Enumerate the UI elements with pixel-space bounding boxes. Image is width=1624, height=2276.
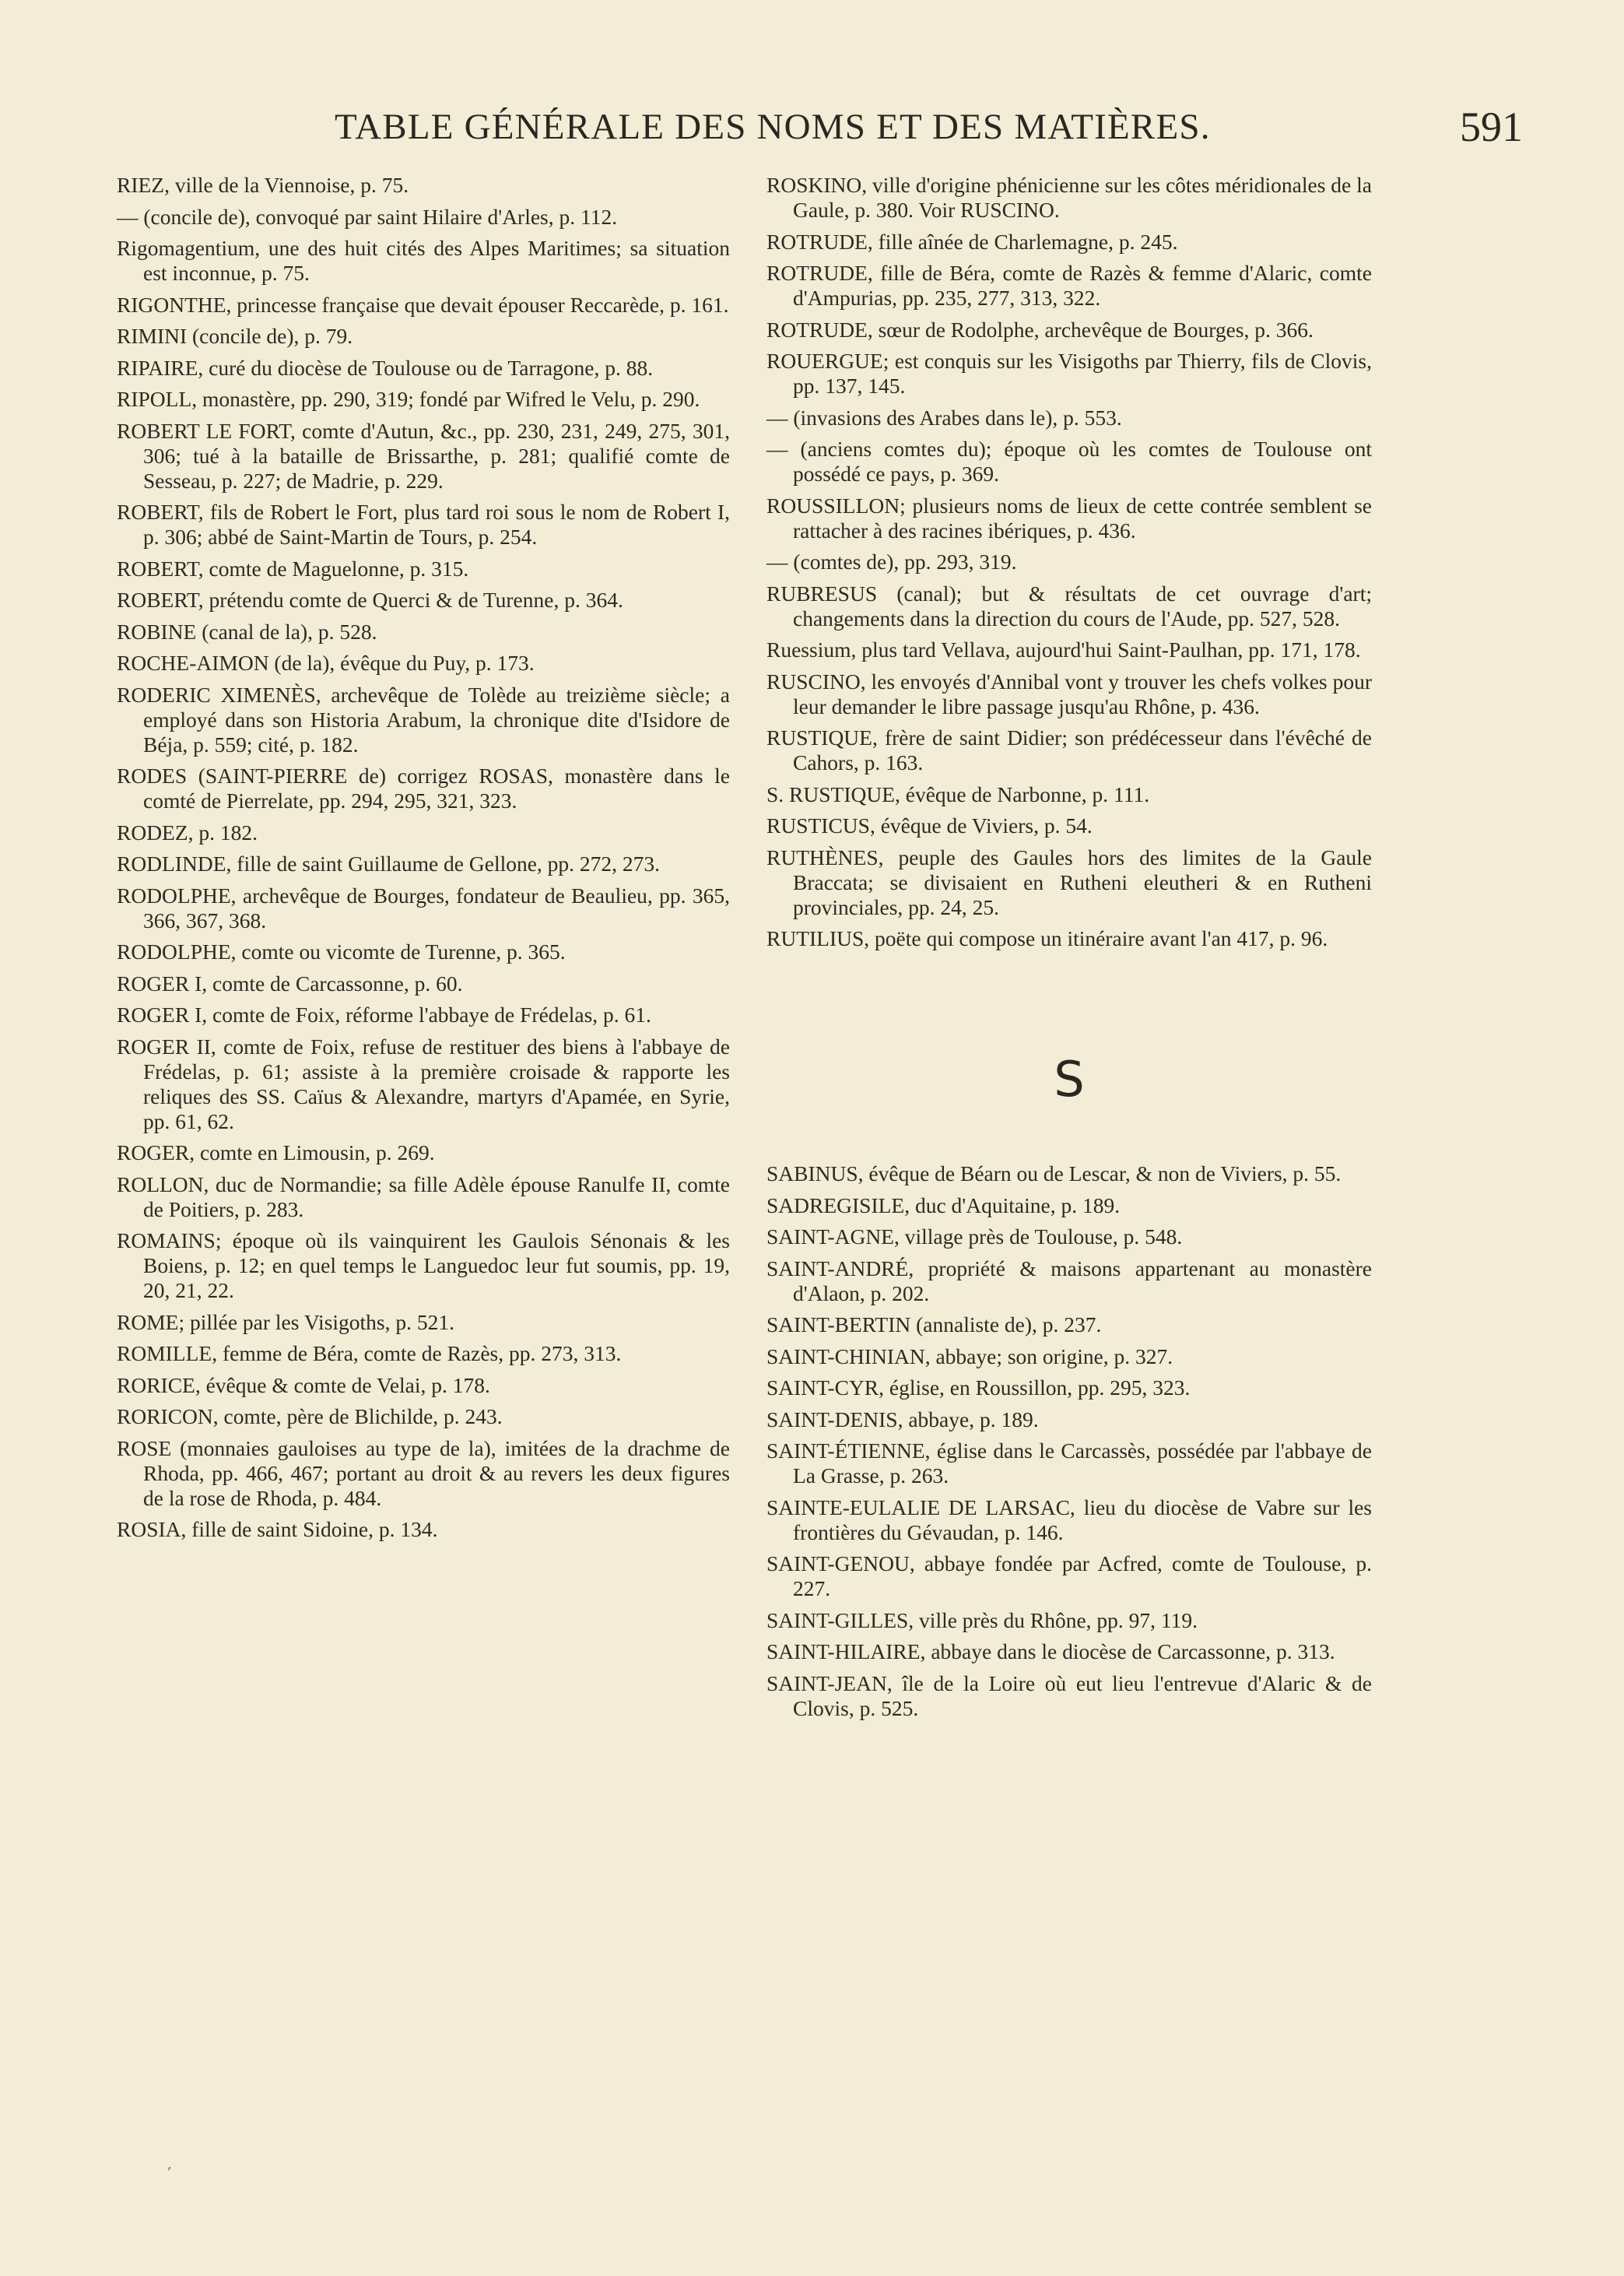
index-entry: SAINT-CYR, église, en Roussillon, pp. 295, 323. (766, 1375, 1191, 1400)
index-entry: Rigomagentium, une des huit cités des Alpes Maritimes; sa situation est inconnue, p. 75. (117, 236, 730, 285)
index-entry: ROMILLE, femme de Béra, comte de Razès, pp. 273, 313. (117, 1341, 622, 1365)
right-column (766, 173, 1372, 1727)
index-entry: SAINT-BERTIN (annaliste de), p. 237. (766, 1312, 1102, 1336)
index-entry: ROBINE (canal de la), p. 528. (117, 619, 377, 644)
index-entry: ROTRUDE, sœur de Rodolphe, archevêque de Bourges, p. 366. (766, 317, 1314, 342)
index-entry: — (concile de), convoqué par saint Hilaire d'Arles, p. 112. (117, 204, 618, 229)
index-entry: RODES (SAINT-PIERRE de) corrigez ROSAS, monastère dans le comté de Pierrelate, pp. 294, 295, 321, 323. (117, 764, 730, 813)
index-entry: ROSE (monnaies gauloises au type de la), imitées de la drachme de Rhoda, pp. 466, 467; portant au droit & au revers les deux figures de la rose de Rhoda, p. 484. (117, 1435, 730, 1510)
index-entry: RODOLPHE, comte ou vicomte de Turenne, p. 365. (117, 940, 566, 964)
index-entry: RUSTIQUE, frère de saint Didier; son prédécesseur dans l'évêché de Cahors, p. 163. (766, 725, 1372, 774)
index-entry: SADREGISILE, duc d'Aquitaine, p. 189. (766, 1192, 1121, 1217)
r-entries (766, 173, 1372, 951)
index-entry: SAINT-CHINIAN, abbaye; son origine, p. 327. (766, 1343, 1173, 1368)
index-entry: ROGER I, comte de Foix, réforme l'abbaye de Frédelas, p. 61. (117, 1003, 651, 1027)
index-entry: ROSKINO, ville d'origine phénicienne sur les côtes méridionales de la Gaule, p. 380. Voir RUSCINO. (766, 173, 1372, 222)
index-entry: RIMINI (concile de), p. 79. (117, 324, 353, 348)
index-entry: SAINT-AGNE, village près de Toulouse, p. 548. (766, 1224, 1183, 1249)
index-entry: RUSCINO, les envoyés d'Annibal vont y trouver les chefs volkes pour leur demander le libre passage jusqu'au Rhône, p. 436. (766, 669, 1372, 718)
index-entry: ROGER I, comte de Carcassonne, p. 60. (117, 971, 463, 996)
index-entry: RODEZ, p. 182. (117, 820, 258, 845)
index-entry: ROGER II, comte de Foix, refuse de restituer des biens à l'abbaye de Frédelas, p. 61; assiste à la première croisade & rapporte les reliques des SS. Caïus & Alexandre, martyrs d'Apamée, en Syrie, pp. 61, 62. (117, 1034, 730, 1133)
index-entry: S. RUSTIQUE, évêque de Narbonne, p. 111. (766, 781, 1150, 806)
index-entry: ROBERT LE FORT, comte d'Autun, &c., pp. 230, 231, 249, 275, 301, 306; tué à la bataille de Brissarthe, p. 281; qualifié comte de Sesseau, p. 227; de Madrie, p. 229. (117, 418, 730, 493)
index-entry: SAINT-ÉTIENNE, église dans le Carcassès, possédée par l'abbaye de La Grasse, p. 263. (766, 1438, 1372, 1487)
index-entry: SAINT-ANDRÉ, propriété & maisons appartenant au monastère d'Alaon, p. 202. (766, 1256, 1372, 1305)
index-entry: ROTRUDE, fille de Béra, comte de Razès & femme d'Alaric, comte d'Ampurias, pp. 235, 277, 313, 322. (766, 261, 1372, 310)
index-entry: ROUSSILLON; plusieurs noms de lieux de cette contrée semblent se rattacher à des racines ibériques, p. 436. (766, 493, 1372, 543)
index-entry: RUTILIUS, poëte qui compose un itinéraire avant l'an 417, p. 96. (766, 926, 1328, 950)
left-column (117, 173, 730, 1549)
index-entry: RODOLPHE, archevêque de Bourges, fondateur de Beaulieu, pp. 365, 366, 367, 368. (117, 883, 730, 933)
page-title: TABLE GÉNÉRALE DES NOMS ET DES MATIÈRES. (335, 107, 1211, 147)
index-entry: SABINUS, évêque de Béarn ou de Lescar, & non de Viviers, p. 55. (766, 1161, 1342, 1185)
section-letter: S (1054, 1051, 1085, 1108)
index-entry: SAINT-GENOU, abbaye fondée par Acfred, comte de Toulouse, p. 227. (766, 1551, 1372, 1600)
index-entry: ROCHE-AIMON (de la), évêque du Puy, p. 173. (117, 651, 535, 675)
index-entry: — (comtes de), pp. 293, 319. (766, 550, 1017, 574)
page-header (117, 92, 1523, 170)
index-entry: RIPOLL, monastère, pp. 290, 319; fondé par Wifred le Velu, p. 290. (117, 387, 700, 411)
index-entry: ROSIA, fille de saint Sidoine, p. 134. (117, 1517, 438, 1541)
index-entry: SAINT-GILLES, ville près du Rhône, pp. 97, 119. (766, 1607, 1198, 1632)
stray-mark: , (167, 2156, 172, 2172)
index-entry: ROUERGUE; est conquis sur les Visigoths par Thierry, fils de Clovis, pp. 137, 145. (766, 349, 1372, 398)
index-entry: SAINT-JEAN, île de la Loire où eut lieu l'entrevue d'Alaric & de Clovis, p. 525. (766, 1670, 1372, 1720)
index-entry: RODLINDE, fille de saint Guillaume de Gellone, pp. 272, 273. (117, 852, 661, 876)
index-entry: ROBERT, fils de Robert le Fort, plus tard roi sous le nom de Robert I, p. 306; abbé de Saint-Martin de Tours, p. 254. (117, 500, 730, 549)
index-entry: RODERIC XIMENÈS, archevêque de Tolède au treizième siècle; a employé dans son Historia Arabum, la chronique dite d'Isidore de Béja, p. 559; cité, p. 182. (117, 682, 730, 757)
index-entry: Ruessium, plus tard Vellava, aujourd'hui Saint-Paulhan, pp. 171, 178. (766, 637, 1361, 662)
index-entry: ROMAINS; époque où ils vainquirent les Gaulois Sénonais & les Boiens, p. 12; en quel temps le Languedoc leur fut soumis, pp. 19, 20, 21, 22. (117, 1228, 730, 1302)
index-entry: RIEZ, ville de la Viennoise, p. 75. (117, 173, 409, 197)
index-entry: RUBRESUS (canal); but & résultats de cet ouvrage d'art; changements dans la direction du cours de l'Aude, pp. 527, 528. (766, 581, 1372, 630)
index-entry: ROLLON, duc de Normandie; sa fille Adèle épouse Ranulfe II, comte de Poitiers, p. 283. (117, 1171, 730, 1221)
index-entry: RIPAIRE, curé du diocèse de Toulouse ou de Tarragone, p. 88. (117, 355, 654, 380)
index-entry: RORICON, comte, père de Blichilde, p. 243. (117, 1404, 503, 1428)
index-entry: SAINTE-EULALIE DE LARSAC, lieu du diocèse de Vabre sur les frontières du Gévaudan, p. 146. (766, 1495, 1372, 1544)
page-number: 591 (1460, 104, 1523, 150)
index-entry: ROME; pillée par les Visigoths, p. 521. (117, 1309, 454, 1334)
index-entry: ROBERT, comte de Maguelonne, p. 315. (117, 556, 469, 581)
index-entry: SAINT-HILAIRE, abbaye dans le diocèse de Carcassonne, p. 313. (766, 1639, 1335, 1663)
index-entry: RUTHÈNES, peuple des Gaules hors des limites de la Gaule Braccata; se divisaient en Rutheni eleutheri & en Rutheni provinciales, pp. 24, 25. (766, 845, 1372, 919)
index-entry: ROBERT, prétendu comte de Querci & de Turenne, p. 364. (117, 588, 623, 612)
index-entry: RUSTICUS, évêque de Viviers, p. 54. (766, 813, 1093, 838)
s-entries (766, 1161, 1372, 1721)
index-entry: — (invasions des Arabes dans le), p. 553. (766, 405, 1122, 430)
index-entry: — (anciens comtes du); époque où les comtes de Toulouse ont possédé ce pays, p. 369. (766, 437, 1372, 486)
index-entry: SAINT-DENIS, abbaye, p. 189. (766, 1407, 1039, 1431)
index-entry: RORICE, évêque & comte de Velai, p. 178. (117, 1372, 490, 1397)
index-entry: RIGONTHE, princesse française que devait épouser Reccarède, p. 161. (117, 292, 729, 317)
index-entry: ROGER, comte en Limousin, p. 269. (117, 1140, 435, 1164)
index-entry: ROTRUDE, fille aînée de Charlemagne, p. 245. (766, 229, 1178, 254)
